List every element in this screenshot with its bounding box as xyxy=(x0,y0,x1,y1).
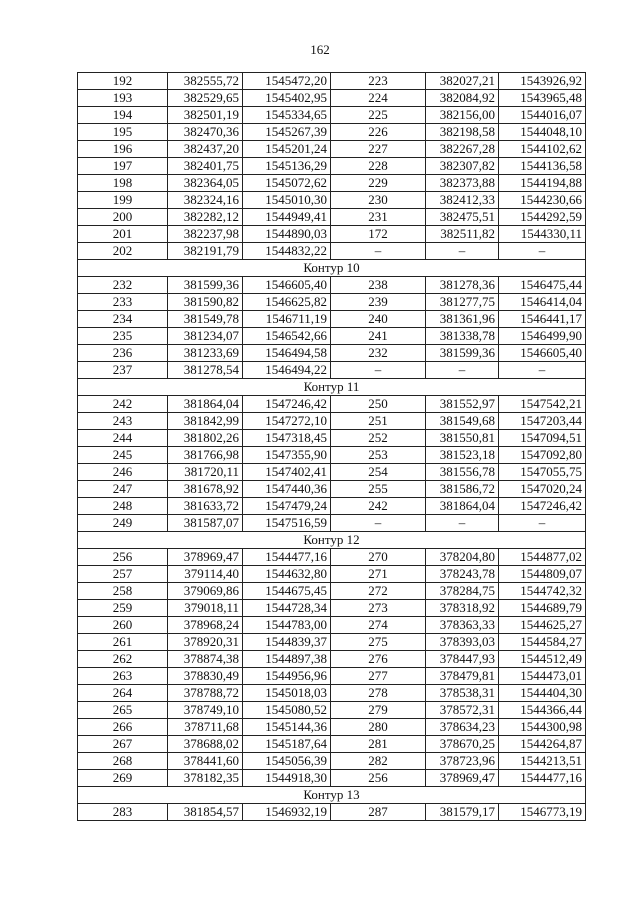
table-row xyxy=(78,566,586,583)
y-coordinate: 1546414,04 xyxy=(499,294,586,311)
x-coordinate: 381633,72 xyxy=(168,498,243,515)
x-coordinate: 378788,72 xyxy=(168,685,243,702)
table-row xyxy=(78,481,586,498)
table-row xyxy=(78,702,586,719)
point-number: 249 xyxy=(78,515,168,532)
y-coordinate: 1544213,51 xyxy=(499,753,586,770)
table-row xyxy=(78,209,586,226)
x-coordinate: 381234,07 xyxy=(168,328,243,345)
x-coordinate: 381552,97 xyxy=(426,396,499,413)
point-number: 269 xyxy=(78,770,168,787)
y-coordinate: 1544477,16 xyxy=(243,549,331,566)
x-coordinate: 381361,96 xyxy=(426,311,499,328)
point-number: 202 xyxy=(78,243,168,260)
point-number: 196 xyxy=(78,141,168,158)
y-coordinate: 1544742,32 xyxy=(499,583,586,600)
x-coordinate: 378363,33 xyxy=(426,617,499,634)
point-number: 256 xyxy=(78,549,168,566)
table-row xyxy=(78,634,586,651)
point-number: 243 xyxy=(78,413,168,430)
x-coordinate: 382267,28 xyxy=(426,141,499,158)
point-number: 200 xyxy=(78,209,168,226)
x-coordinate: 381338,78 xyxy=(426,328,499,345)
y-coordinate: 1546773,19 xyxy=(499,804,586,821)
x-coordinate: 382084,92 xyxy=(426,90,499,107)
x-coordinate: 378920,31 xyxy=(168,634,243,651)
x-coordinate: 381678,92 xyxy=(168,481,243,498)
table-row xyxy=(78,362,586,379)
table-row xyxy=(78,600,586,617)
section-title: Контур 13 xyxy=(78,787,586,804)
y-coordinate: 1545056,39 xyxy=(243,753,331,770)
point-number: 201 xyxy=(78,226,168,243)
x-coordinate: 381277,75 xyxy=(426,294,499,311)
table-row xyxy=(78,192,586,209)
table-row xyxy=(78,753,586,770)
point-number: 197 xyxy=(78,158,168,175)
y-coordinate: 1544230,66 xyxy=(499,192,586,209)
point-number: 287 xyxy=(331,804,426,821)
y-coordinate: 1547055,75 xyxy=(499,464,586,481)
point-number: 239 xyxy=(331,294,426,311)
x-coordinate: 382282,12 xyxy=(168,209,243,226)
point-number: 192 xyxy=(78,73,168,90)
point-number: 232 xyxy=(78,277,168,294)
x-coordinate: 381842,99 xyxy=(168,413,243,430)
table-row xyxy=(78,90,586,107)
y-coordinate: 1544809,07 xyxy=(499,566,586,583)
x-coordinate: 378688,02 xyxy=(168,736,243,753)
x-coordinate: 378874,38 xyxy=(168,651,243,668)
y-coordinate: 1543965,48 xyxy=(499,90,586,107)
x-coordinate: 378393,03 xyxy=(426,634,499,651)
x-coordinate: 378670,25 xyxy=(426,736,499,753)
y-coordinate: 1547516,59 xyxy=(243,515,331,532)
y-coordinate: 1547272,10 xyxy=(243,413,331,430)
point-number: 172 xyxy=(331,226,426,243)
y-coordinate: 1544016,07 xyxy=(499,107,586,124)
point-number: 246 xyxy=(78,464,168,481)
table-row xyxy=(78,294,586,311)
y-coordinate: 1544675,45 xyxy=(243,583,331,600)
y-coordinate: 1544300,98 xyxy=(499,719,586,736)
y-coordinate: 1544728,34 xyxy=(243,600,331,617)
point-number: 224 xyxy=(331,90,426,107)
table-row xyxy=(78,311,586,328)
y-coordinate: 1547440,36 xyxy=(243,481,331,498)
y-coordinate: 1544839,37 xyxy=(243,634,331,651)
point-number: 279 xyxy=(331,702,426,719)
table-row xyxy=(78,413,586,430)
y-coordinate: 1544477,16 xyxy=(499,770,586,787)
coordinates-table xyxy=(77,72,586,821)
point-number: 263 xyxy=(78,668,168,685)
x-coordinate: 382307,82 xyxy=(426,158,499,175)
y-coordinate: 1545334,65 xyxy=(243,107,331,124)
x-coordinate: 379018,11 xyxy=(168,600,243,617)
y-coordinate: 1545136,29 xyxy=(243,158,331,175)
y-coordinate: 1544264,87 xyxy=(499,736,586,753)
x-coordinate: 382555,72 xyxy=(168,73,243,90)
point-number: 257 xyxy=(78,566,168,583)
point-number: 199 xyxy=(78,192,168,209)
y-coordinate: 1544689,79 xyxy=(499,600,586,617)
y-coordinate: 1544330,11 xyxy=(499,226,586,243)
x-coordinate: 382511,82 xyxy=(426,226,499,243)
table-row xyxy=(78,345,586,362)
point-number: 280 xyxy=(331,719,426,736)
table-row xyxy=(78,328,586,345)
y-coordinate: 1544832,22 xyxy=(243,243,331,260)
y-coordinate: 1545072,62 xyxy=(243,175,331,192)
point-number: 236 xyxy=(78,345,168,362)
point-number: 256 xyxy=(331,770,426,787)
table-row xyxy=(78,464,586,481)
x-coordinate: 378447,93 xyxy=(426,651,499,668)
table-row xyxy=(78,277,586,294)
point-number: 226 xyxy=(331,124,426,141)
point-number: 250 xyxy=(331,396,426,413)
y-coordinate: 1544404,30 xyxy=(499,685,586,702)
point-number: 241 xyxy=(331,328,426,345)
point-number: 259 xyxy=(78,600,168,617)
point-number: 265 xyxy=(78,702,168,719)
table-row xyxy=(78,430,586,447)
y-coordinate: 1546499,90 xyxy=(499,328,586,345)
y-coordinate: 1546711,19 xyxy=(243,311,331,328)
y-coordinate: 1546475,44 xyxy=(499,277,586,294)
section-title: Контур 10 xyxy=(78,260,586,277)
point-number: 233 xyxy=(78,294,168,311)
point-number: 261 xyxy=(78,634,168,651)
table-row xyxy=(78,107,586,124)
point-number: 227 xyxy=(331,141,426,158)
x-coordinate: 381864,04 xyxy=(426,498,499,515)
point-number: 229 xyxy=(331,175,426,192)
empty-cell-dash: – xyxy=(426,515,499,532)
x-coordinate: 382470,36 xyxy=(168,124,243,141)
point-number: 242 xyxy=(331,498,426,515)
point-number: 277 xyxy=(331,668,426,685)
point-number: 231 xyxy=(331,209,426,226)
table-row xyxy=(78,175,586,192)
point-number: 258 xyxy=(78,583,168,600)
y-coordinate: 1544877,02 xyxy=(499,549,586,566)
point-number: 268 xyxy=(78,753,168,770)
x-coordinate: 378711,68 xyxy=(168,719,243,736)
point-number: 194 xyxy=(78,107,168,124)
point-number: 267 xyxy=(78,736,168,753)
empty-cell-dash: – xyxy=(331,243,426,260)
page-number: 162 xyxy=(310,42,330,57)
y-coordinate: 1546605,40 xyxy=(499,345,586,362)
x-coordinate: 379069,86 xyxy=(168,583,243,600)
table-row xyxy=(78,158,586,175)
point-number: 278 xyxy=(331,685,426,702)
x-coordinate: 381766,98 xyxy=(168,447,243,464)
section-row xyxy=(78,787,586,804)
point-number: 228 xyxy=(331,158,426,175)
point-number: 254 xyxy=(331,464,426,481)
empty-cell-dash: – xyxy=(426,243,499,260)
y-coordinate: 1545472,20 xyxy=(243,73,331,90)
table-row xyxy=(78,685,586,702)
point-number: 275 xyxy=(331,634,426,651)
x-coordinate: 381590,82 xyxy=(168,294,243,311)
y-coordinate: 1544194,88 xyxy=(499,175,586,192)
table-row xyxy=(78,549,586,566)
x-coordinate: 378479,81 xyxy=(426,668,499,685)
x-coordinate: 378441,60 xyxy=(168,753,243,770)
x-coordinate: 378968,24 xyxy=(168,617,243,634)
point-number: 273 xyxy=(331,600,426,617)
x-coordinate: 382373,88 xyxy=(426,175,499,192)
x-coordinate: 378243,78 xyxy=(426,566,499,583)
y-coordinate: 1546625,82 xyxy=(243,294,331,311)
point-number: 223 xyxy=(331,73,426,90)
empty-cell-dash: – xyxy=(426,362,499,379)
point-number: 282 xyxy=(331,753,426,770)
x-coordinate: 382475,51 xyxy=(426,209,499,226)
y-coordinate: 1545201,24 xyxy=(243,141,331,158)
point-number: 264 xyxy=(78,685,168,702)
x-coordinate: 379114,40 xyxy=(168,566,243,583)
y-coordinate: 1546605,40 xyxy=(243,277,331,294)
section-row xyxy=(78,532,586,549)
y-coordinate: 1547246,42 xyxy=(243,396,331,413)
y-coordinate: 1544292,59 xyxy=(499,209,586,226)
empty-cell-dash: – xyxy=(499,243,586,260)
point-number: 266 xyxy=(78,719,168,736)
y-coordinate: 1546932,19 xyxy=(243,804,331,821)
x-coordinate: 381854,57 xyxy=(168,804,243,821)
table-row xyxy=(78,804,586,821)
x-coordinate: 382237,98 xyxy=(168,226,243,243)
point-number: 255 xyxy=(331,481,426,498)
y-coordinate: 1544366,44 xyxy=(499,702,586,719)
point-number: 234 xyxy=(78,311,168,328)
y-coordinate: 1545010,30 xyxy=(243,192,331,209)
x-coordinate: 381802,26 xyxy=(168,430,243,447)
x-coordinate: 378969,47 xyxy=(168,549,243,566)
x-coordinate: 381278,54 xyxy=(168,362,243,379)
empty-cell-dash: – xyxy=(499,515,586,532)
y-coordinate: 1546542,66 xyxy=(243,328,331,345)
point-number: 195 xyxy=(78,124,168,141)
x-coordinate: 381579,17 xyxy=(426,804,499,821)
y-coordinate: 1547402,41 xyxy=(243,464,331,481)
point-number: 253 xyxy=(331,447,426,464)
y-coordinate: 1544890,03 xyxy=(243,226,331,243)
table-row xyxy=(78,447,586,464)
x-coordinate: 382156,00 xyxy=(426,107,499,124)
section-row xyxy=(78,379,586,396)
y-coordinate: 1544897,38 xyxy=(243,651,331,668)
table-body xyxy=(78,73,586,821)
empty-cell-dash: – xyxy=(331,362,426,379)
y-coordinate: 1545402,95 xyxy=(243,90,331,107)
x-coordinate: 381523,18 xyxy=(426,447,499,464)
x-coordinate: 381278,36 xyxy=(426,277,499,294)
y-coordinate: 1544949,41 xyxy=(243,209,331,226)
y-coordinate: 1547020,24 xyxy=(499,481,586,498)
x-coordinate: 381549,68 xyxy=(426,413,499,430)
y-coordinate: 1544918,30 xyxy=(243,770,331,787)
point-number: 242 xyxy=(78,396,168,413)
y-coordinate: 1545187,64 xyxy=(243,736,331,753)
point-number: 230 xyxy=(331,192,426,209)
y-coordinate: 1544512,49 xyxy=(499,651,586,668)
point-number: 244 xyxy=(78,430,168,447)
x-coordinate: 382198,58 xyxy=(426,124,499,141)
y-coordinate: 1546494,22 xyxy=(243,362,331,379)
empty-cell-dash: – xyxy=(331,515,426,532)
x-coordinate: 381720,11 xyxy=(168,464,243,481)
point-number: 260 xyxy=(78,617,168,634)
y-coordinate: 1545018,03 xyxy=(243,685,331,702)
y-coordinate: 1547094,51 xyxy=(499,430,586,447)
y-coordinate: 1544136,58 xyxy=(499,158,586,175)
point-number: 262 xyxy=(78,651,168,668)
point-number: 283 xyxy=(78,804,168,821)
section-title: Контур 12 xyxy=(78,532,586,549)
x-coordinate: 382412,33 xyxy=(426,192,499,209)
x-coordinate: 378538,31 xyxy=(426,685,499,702)
point-number: 274 xyxy=(331,617,426,634)
x-coordinate: 378634,23 xyxy=(426,719,499,736)
table-row xyxy=(78,736,586,753)
table-row xyxy=(78,770,586,787)
x-coordinate: 382437,20 xyxy=(168,141,243,158)
table-row xyxy=(78,73,586,90)
table-row xyxy=(78,396,586,413)
x-coordinate: 378830,49 xyxy=(168,668,243,685)
y-coordinate: 1546494,58 xyxy=(243,345,331,362)
table-row xyxy=(78,124,586,141)
point-number: 276 xyxy=(331,651,426,668)
y-coordinate: 1544048,10 xyxy=(499,124,586,141)
x-coordinate: 381586,72 xyxy=(426,481,499,498)
point-number: 237 xyxy=(78,362,168,379)
y-coordinate: 1544102,62 xyxy=(499,141,586,158)
x-coordinate: 378723,96 xyxy=(426,753,499,770)
table-row xyxy=(78,141,586,158)
empty-cell-dash: – xyxy=(499,362,586,379)
y-coordinate: 1544632,80 xyxy=(243,566,331,583)
point-number: 248 xyxy=(78,498,168,515)
x-coordinate: 381549,78 xyxy=(168,311,243,328)
x-coordinate: 382529,65 xyxy=(168,90,243,107)
point-number: 271 xyxy=(331,566,426,583)
point-number: 247 xyxy=(78,481,168,498)
x-coordinate: 378204,80 xyxy=(426,549,499,566)
y-coordinate: 1544625,27 xyxy=(499,617,586,634)
x-coordinate: 382027,21 xyxy=(426,73,499,90)
x-coordinate: 378969,47 xyxy=(426,770,499,787)
point-number: 245 xyxy=(78,447,168,464)
table-row xyxy=(78,243,586,260)
y-coordinate: 1544473,01 xyxy=(499,668,586,685)
point-number: 198 xyxy=(78,175,168,192)
y-coordinate: 1547479,24 xyxy=(243,498,331,515)
section-title: Контур 11 xyxy=(78,379,586,396)
x-coordinate: 378182,35 xyxy=(168,770,243,787)
y-coordinate: 1547203,44 xyxy=(499,413,586,430)
y-coordinate: 1544783,00 xyxy=(243,617,331,634)
point-number: 252 xyxy=(331,430,426,447)
y-coordinate: 1547246,42 xyxy=(499,498,586,515)
point-number: 238 xyxy=(331,277,426,294)
x-coordinate: 381599,36 xyxy=(168,277,243,294)
x-coordinate: 382324,16 xyxy=(168,192,243,209)
point-number: 235 xyxy=(78,328,168,345)
y-coordinate: 1545080,52 xyxy=(243,702,331,719)
table-row xyxy=(78,617,586,634)
y-coordinate: 1543926,92 xyxy=(499,73,586,90)
point-number: 270 xyxy=(331,549,426,566)
table-row xyxy=(78,668,586,685)
section-row xyxy=(78,260,586,277)
y-coordinate: 1547355,90 xyxy=(243,447,331,464)
x-coordinate: 378284,75 xyxy=(426,583,499,600)
point-number: 251 xyxy=(331,413,426,430)
x-coordinate: 381556,78 xyxy=(426,464,499,481)
y-coordinate: 1546441,17 xyxy=(499,311,586,328)
table-row xyxy=(78,719,586,736)
y-coordinate: 1545267,39 xyxy=(243,124,331,141)
table-row xyxy=(78,583,586,600)
x-coordinate: 378749,10 xyxy=(168,702,243,719)
table-row xyxy=(78,498,586,515)
point-number: 232 xyxy=(331,345,426,362)
point-number: 240 xyxy=(331,311,426,328)
table-row xyxy=(78,515,586,532)
x-coordinate: 382191,79 xyxy=(168,243,243,260)
y-coordinate: 1545144,36 xyxy=(243,719,331,736)
x-coordinate: 381599,36 xyxy=(426,345,499,362)
x-coordinate: 382501,19 xyxy=(168,107,243,124)
y-coordinate: 1544584,27 xyxy=(499,634,586,651)
point-number: 272 xyxy=(331,583,426,600)
table-row xyxy=(78,651,586,668)
y-coordinate: 1544956,96 xyxy=(243,668,331,685)
x-coordinate: 381587,07 xyxy=(168,515,243,532)
table-row xyxy=(78,226,586,243)
x-coordinate: 382401,75 xyxy=(168,158,243,175)
x-coordinate: 382364,05 xyxy=(168,175,243,192)
x-coordinate: 381864,04 xyxy=(168,396,243,413)
x-coordinate: 378572,31 xyxy=(426,702,499,719)
y-coordinate: 1547318,45 xyxy=(243,430,331,447)
x-coordinate: 381233,69 xyxy=(168,345,243,362)
point-number: 281 xyxy=(331,736,426,753)
x-coordinate: 381550,81 xyxy=(426,430,499,447)
y-coordinate: 1547542,21 xyxy=(499,396,586,413)
x-coordinate: 378318,92 xyxy=(426,600,499,617)
point-number: 193 xyxy=(78,90,168,107)
point-number: 225 xyxy=(331,107,426,124)
y-coordinate: 1547092,80 xyxy=(499,447,586,464)
